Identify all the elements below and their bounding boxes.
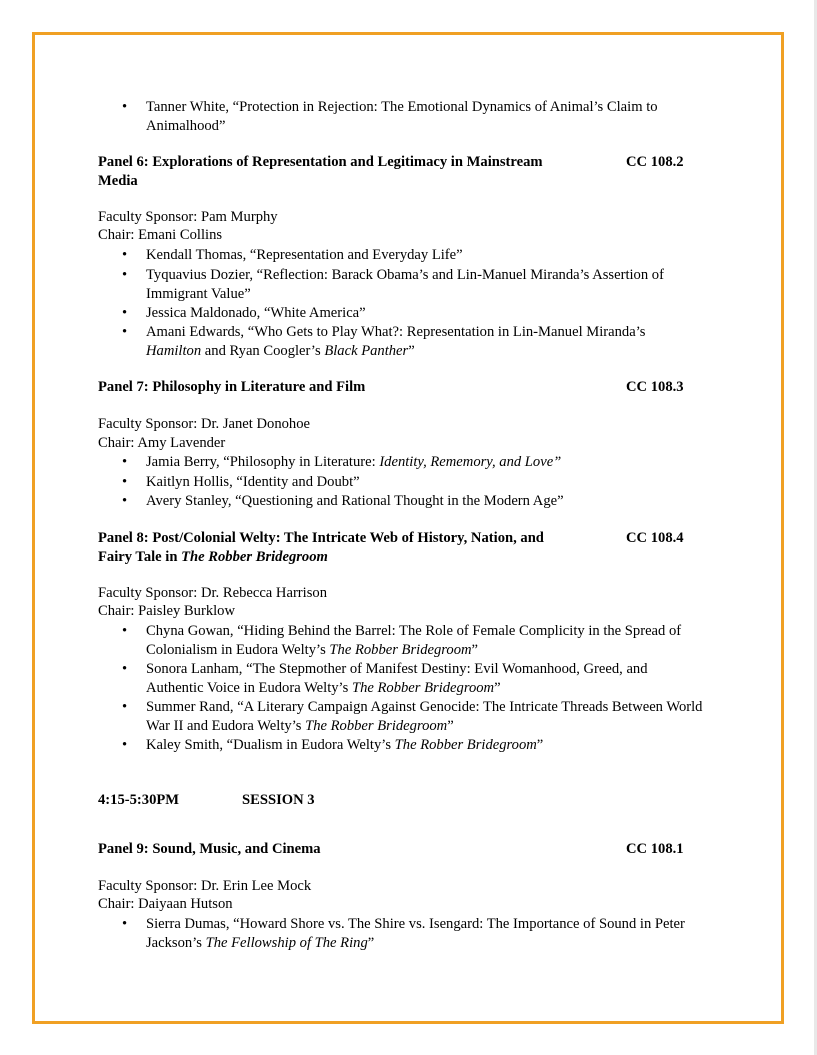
paper-entry: Sonora Lanham, “The Stepmother of Manifest Destiny: Evil Womanhood, Greed, and Authentic Voice in Eudora Welty’s The Robber Bridegroom” [146,661,648,696]
bullet-icon: • [122,916,128,932]
bullet-icon: • [122,99,128,115]
bullet-icon: • [122,623,128,639]
panel-7-room: CC 108.3 [626,379,684,395]
bullet-icon: • [122,267,128,283]
paper-entry: Summer Rand, “A Literary Campaign Against Genocide: The Intricate Threads Between World War II and Eudora Welty’s The Robber Bridegroom” [146,699,703,734]
panel-8-title: Panel 8: Post/Colonial Welty: The Intricate Web of History, Nation, and Fairy Tale in The Robber Bridegroom [98,530,544,565]
panel-6-chair: Chair: Emani Collins [98,227,223,243]
paper-entry: Tanner White, “Protection in Rejection: The Emotional Dynamics of Animal’s Claim to Animalhood” [146,99,658,134]
paper-entry: Kaley Smith, “Dualism in Eudora Welty’s The Robber Bridegroom” [146,737,544,753]
panel-8-room: CC 108.4 [626,530,684,546]
bullet-icon: • [122,454,128,470]
panel-9-title: Panel 9: Sound, Music, and Cinema [98,841,321,857]
paper-entry: Tyquavius Dozier, “Reflection: Barack Obama’s and Lin-Manuel Miranda’s Assertion of Immigrant Value” [146,267,664,302]
paper-entry: Jamia Berry, “Philosophy in Literature: Identity, Rememory, and Love” [146,454,562,470]
session-label: SESSION 3 [242,792,315,808]
panel-6-room: CC 108.2 [626,154,684,170]
page-border [32,32,784,1024]
panel-9-sponsor: Faculty Sponsor: Dr. Erin Lee Mock [98,878,312,894]
panel-8-chair: Chair: Paisley Burklow [98,603,236,619]
bullet-icon: • [122,474,128,490]
bullet-icon: • [122,699,128,715]
bullet-icon: • [122,737,128,753]
paper-entry: Jessica Maldonado, “White America” [146,305,366,321]
session-time: 4:15-5:30PM [98,792,180,808]
panel-9-chair: Chair: Daiyaan Hutson [98,896,233,912]
bullet-icon: • [122,247,128,263]
panel-6-sponsor: Faculty Sponsor: Pam Murphy [98,209,278,225]
paper-entry: Amani Edwards, “Who Gets to Play What?: Representation in Lin-Manuel Miranda’s Hamilton and Ryan Coogler’s Black Panther” [146,324,646,359]
bullet-icon: • [122,493,128,509]
paper-entry: Avery Stanley, “Questioning and Rational Thought in the Modern Age” [146,493,564,509]
panel-6-title: Panel 6: Explorations of Representation and Legitimacy in Mainstream Media [98,154,543,189]
panel-8-sponsor: Faculty Sponsor: Dr. Rebecca Harrison [98,585,327,601]
bullet-icon: • [122,305,128,321]
panel-7-title: Panel 7: Philosophy in Literature and Film [98,379,366,395]
paper-entry: Sierra Dumas, “Howard Shore vs. The Shire vs. Isengard: The Importance of Sound in Peter Jackson’s The Fellowship of The Ring” [146,916,685,951]
paper-entry: Kaitlyn Hollis, “Identity and Doubt” [146,474,360,490]
panel-9-room: CC 108.1 [626,841,684,857]
paper-entry: Chyna Gowan, “Hiding Behind the Barrel: The Role of Female Complicity in the Spread of Colonialism in Eudora Welty’s The Robber Bridegroom” [146,623,682,658]
panel-7-chair: Chair: Amy Lavender [98,435,226,451]
bullet-icon: • [122,661,128,677]
panel-7-sponsor: Faculty Sponsor: Dr. Janet Donohoe [98,416,310,432]
paper-entry: Kendall Thomas, “Representation and Everyday Life” [146,247,463,263]
bullet-icon: • [122,324,128,340]
